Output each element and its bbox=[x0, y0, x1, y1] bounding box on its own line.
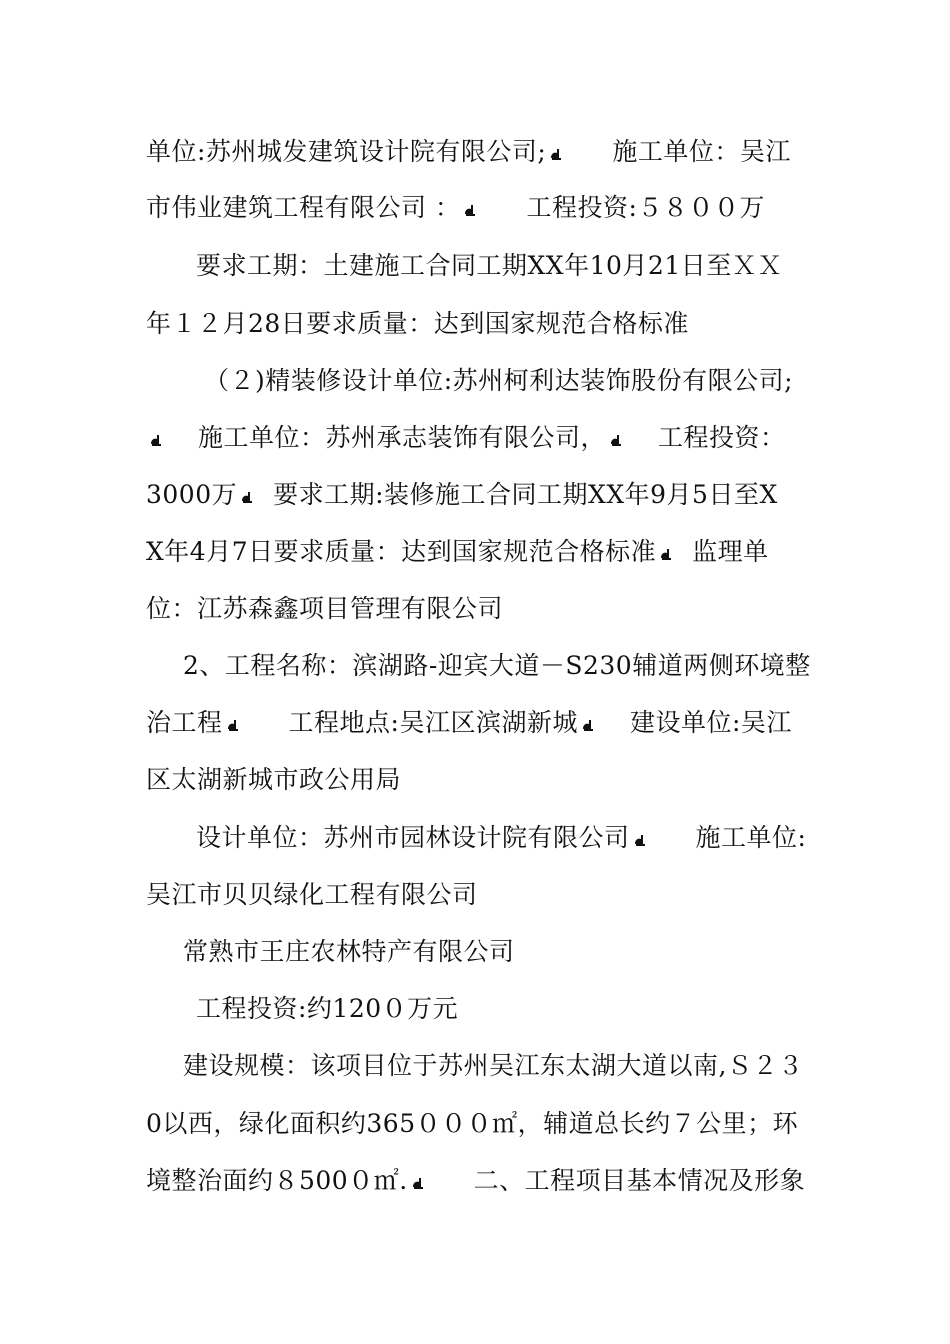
paragraph-return-icon bbox=[580, 717, 596, 733]
paragraph-return-icon bbox=[462, 202, 478, 218]
line-11-part-c: 建设单位:吴江 bbox=[629, 708, 792, 737]
line-4-part-a: 年１２月28日要求质量：达到国家规范合格标准 bbox=[146, 309, 689, 338]
text-line bbox=[146, 304, 689, 344]
line-3-part-a: 要求工期：土建施工合同工期XX年10月21日至ＸＸ bbox=[196, 251, 783, 280]
line-15-part-a: 常熟市王庄农林特产有限公司 bbox=[183, 937, 515, 966]
text-line bbox=[146, 1161, 805, 1201]
paragraph-return-icon bbox=[608, 432, 624, 448]
text-line bbox=[146, 475, 778, 515]
text-line bbox=[146, 132, 791, 172]
line-6-part-b: 施工单位：苏州承志装饰有限公司， bbox=[198, 423, 607, 452]
text-line bbox=[183, 646, 811, 686]
text-line bbox=[196, 989, 458, 1029]
text-line bbox=[146, 703, 792, 743]
line-11-part-b: 工程地点:吴江区滨湖新城 bbox=[288, 708, 578, 737]
text-line bbox=[196, 818, 806, 858]
text-line bbox=[146, 875, 478, 915]
text-line bbox=[146, 1104, 798, 1144]
text-line bbox=[146, 532, 769, 572]
paragraph-return-icon bbox=[632, 832, 648, 848]
line-2-part-a: 市伟业建筑工程有限公司 ： bbox=[146, 193, 461, 222]
paragraph-return-icon bbox=[658, 546, 674, 562]
line-13-part-b: 施工单位: bbox=[695, 823, 807, 852]
line-6-part-c: 工程投资： bbox=[658, 423, 786, 452]
line-17-part-a: 建设规模：该项目位于苏州吴江东太湖大道以南,Ｓ２３ bbox=[183, 1051, 804, 1080]
line-7-part-a: 3000万 bbox=[146, 480, 238, 509]
paragraph-return-icon bbox=[548, 146, 564, 162]
paragraph-return-icon bbox=[148, 432, 164, 448]
line-11-part-a: 治工程 bbox=[146, 708, 223, 737]
text-line bbox=[146, 589, 503, 629]
line-12-part-a: 区太湖新城市政公用局 bbox=[146, 765, 402, 794]
line-18-part-a: 0以西，绿化面积约365０００㎡，辅道总长约７公里；环 bbox=[146, 1109, 799, 1138]
paragraph-return-icon bbox=[225, 717, 241, 733]
text-line bbox=[183, 1046, 803, 1086]
paragraph-return-icon bbox=[410, 1175, 426, 1191]
line-1-part-a: 单位:苏州城发建筑设计院有限公司; bbox=[146, 137, 547, 166]
line-5-part-a: （２)精装修设计单位:苏州柯利达装饰股份有限公司; bbox=[204, 366, 794, 395]
line-10-part-a: 2、工程名称：滨湖路-迎宾大道－S230辅道两侧环境整 bbox=[183, 651, 811, 680]
line-1-part-b: 施工单位：吴江 bbox=[612, 137, 791, 166]
line-16-part-a: 工程投资:约120０万元 bbox=[196, 994, 459, 1023]
paragraph-return-icon bbox=[239, 489, 255, 505]
line-8-part-a: X年4月7日要求质量：达到国家规范合格标准 bbox=[146, 537, 657, 566]
line-7-part-b: 要求工期:装修施工合同工期XX年9月5日至X bbox=[273, 480, 778, 509]
line-19-part-b: 二、工程项目基本情况及形象 bbox=[473, 1166, 806, 1195]
text-line bbox=[196, 246, 783, 286]
text-line bbox=[146, 760, 401, 800]
line-9-part-a: 位：江苏森鑫项目管理有限公司 bbox=[146, 594, 504, 623]
text-line bbox=[183, 932, 515, 972]
line-14-part-a: 吴江市贝贝绿化工程有限公司 bbox=[146, 880, 478, 909]
line-13-part-a: 设计单位：苏州市园林设计院有限公司 bbox=[196, 823, 630, 852]
line-2-part-b: 工程投资:５８００万 bbox=[526, 193, 765, 222]
text-line bbox=[204, 361, 793, 401]
line-19-part-a: 境整治面约８500０㎡. bbox=[146, 1166, 408, 1195]
text-line bbox=[146, 188, 765, 228]
line-8-part-b: 监理单 bbox=[692, 537, 769, 566]
text-line bbox=[146, 418, 786, 458]
